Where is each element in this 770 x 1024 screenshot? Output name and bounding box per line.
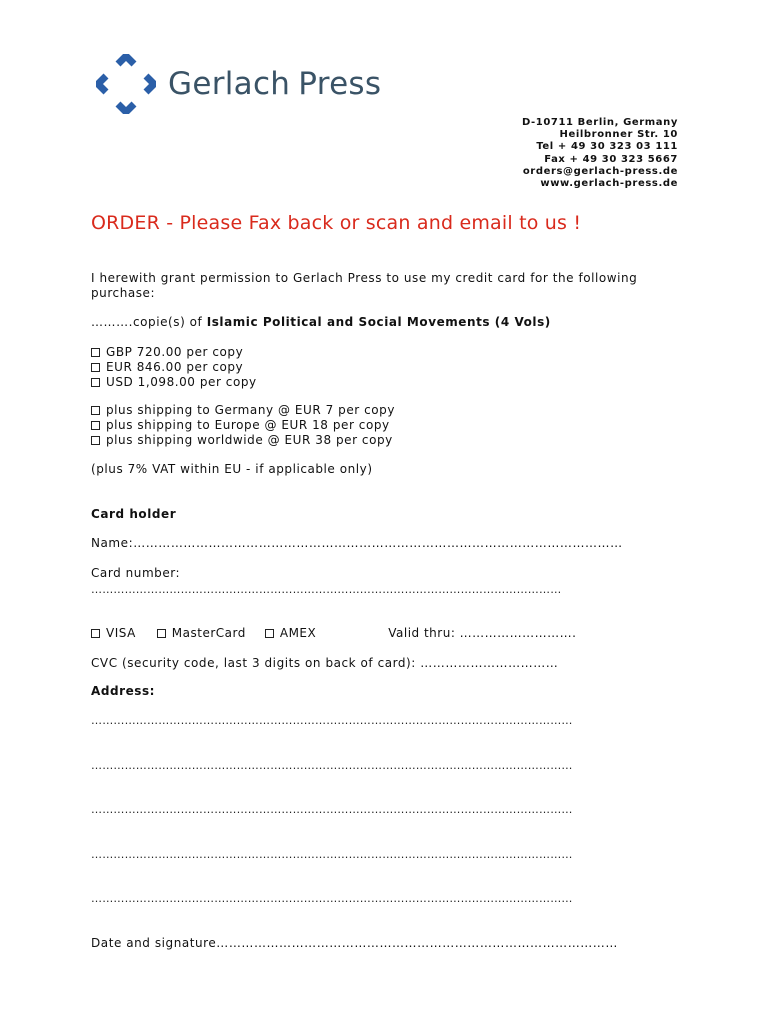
publisher-name xyxy=(168,66,381,102)
card-holder-heading: Card holder xyxy=(91,507,177,521)
card-number-field[interactable]: ……………………………………………………………………………………………………………… xyxy=(91,583,562,596)
card-option-mastercard[interactable] xyxy=(157,626,246,640)
address-heading: Address: xyxy=(91,684,156,698)
card-number-label: Card number: xyxy=(91,566,181,580)
shipping-option-worldwide[interactable] xyxy=(91,433,395,448)
checkbox-amex[interactable] xyxy=(265,629,274,638)
address-website: www.gerlach-press.de xyxy=(540,178,678,190)
price-options xyxy=(91,345,257,390)
logo-word-press: Press xyxy=(298,66,382,102)
book-title: Islamic Political and Social Movements (4 Vols) xyxy=(206,315,551,329)
price-label-usd: USD 1,098.00 per copy xyxy=(106,375,257,389)
cvc-field[interactable]: CVC (security code, last 3 digits on back of card): …………………………… xyxy=(91,656,559,670)
shipping-label-worldwide: plus shipping worldwide @ EUR 38 per copy xyxy=(106,433,393,447)
publisher-address xyxy=(522,117,678,190)
signature-field[interactable]: Date and signature…………………………………………………………………………………… xyxy=(91,936,618,950)
card-label-visa: VISA xyxy=(106,626,136,640)
logo-word-gerlach: Gerlach xyxy=(168,66,291,102)
address-phone: Tel + 49 30 323 03 111 xyxy=(536,141,678,153)
address-email: orders@gerlach-press.de xyxy=(522,165,678,177)
shipping-label-germany: plus shipping to Germany @ EUR 7 per copy xyxy=(106,403,395,417)
address-line-5[interactable]: ………………………………………………………………………………………………………………… xyxy=(91,892,573,905)
shipping-label-europe: plus shipping to Europe @ EUR 18 per copy xyxy=(106,418,390,432)
address-line-1[interactable]: ………………………………………………………………………………………………………………… xyxy=(91,714,573,727)
checkbox-gbp[interactable] xyxy=(91,348,100,357)
address-line-3[interactable]: ………………………………………………………………………………………………………………… xyxy=(91,803,573,816)
publisher-logo xyxy=(96,54,381,114)
checkbox-usd[interactable] xyxy=(91,378,100,387)
address-fax: Fax + 49 30 323 5667 xyxy=(544,153,678,165)
checkbox-shipping-germany[interactable] xyxy=(91,406,100,415)
checkbox-shipping-europe[interactable] xyxy=(91,421,100,430)
checkbox-shipping-worldwide[interactable] xyxy=(91,436,100,445)
vat-note: (plus 7% VAT within EU - if applicable only) xyxy=(91,462,373,476)
copies-prefix: ……….copie(s) of xyxy=(91,315,207,329)
address-street: Heilbronner Str. 10 xyxy=(559,129,678,141)
permission-line-2: purchase: xyxy=(91,286,156,300)
price-option-gbp[interactable] xyxy=(91,345,257,360)
address-line-4[interactable]: ………………………………………………………………………………………………………………… xyxy=(91,848,573,861)
price-label-gbp: GBP 720.00 per copy xyxy=(106,345,244,359)
card-option-visa[interactable] xyxy=(91,626,136,640)
checkbox-visa[interactable] xyxy=(91,629,100,638)
card-label-amex: AMEX xyxy=(279,626,317,640)
shipping-option-germany[interactable] xyxy=(91,403,395,418)
price-label-eur: EUR 846.00 per copy xyxy=(106,360,244,374)
shipping-options xyxy=(91,403,395,448)
diamond-logo-icon xyxy=(96,54,156,114)
checkbox-mastercard[interactable] xyxy=(157,629,166,638)
card-type-row xyxy=(91,626,577,640)
card-option-amex[interactable] xyxy=(265,626,316,640)
shipping-option-europe[interactable] xyxy=(91,418,395,433)
permission-text xyxy=(91,271,637,301)
order-title: ORDER - Please Fax back or scan and email to us ! xyxy=(91,212,582,234)
name-field[interactable]: Name:……………………………………………………………………………………………………… xyxy=(91,536,623,550)
copies-line[interactable] xyxy=(91,315,551,330)
price-option-usd[interactable] xyxy=(91,375,257,390)
card-label-mastercard: MasterCard xyxy=(171,626,246,640)
valid-thru-field[interactable]: Valid thru: ………………………. xyxy=(388,626,577,640)
price-option-eur[interactable] xyxy=(91,360,257,375)
checkbox-eur[interactable] xyxy=(91,363,100,372)
address-city: D-10711 Berlin, Germany xyxy=(521,117,678,128)
address-line-2[interactable]: ………………………………………………………………………………………………………………… xyxy=(91,759,573,772)
permission-line-1: I herewith grant permission to Gerlach Press to use my credit card for the following xyxy=(91,271,638,285)
